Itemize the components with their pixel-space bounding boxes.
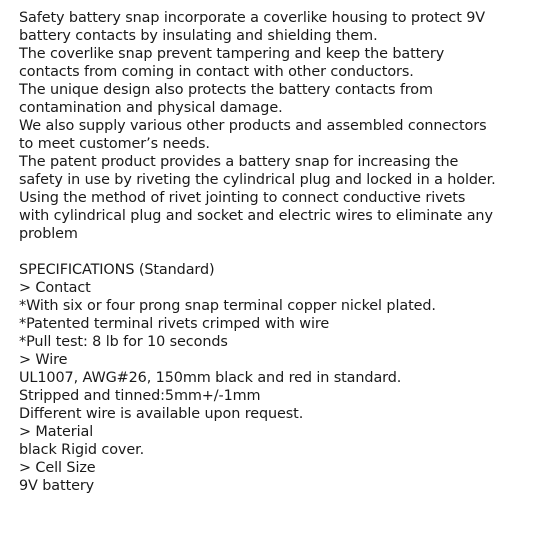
description-line: We also supply various other products and assembled connectors bbox=[19, 118, 487, 134]
description-line: Safety battery snap incorporate a coverlike housing to protect 9V bbox=[19, 10, 486, 26]
description-line: contamination and physical damage. bbox=[19, 100, 283, 116]
description-line: to meet customer’s needs. bbox=[19, 136, 210, 152]
description-line: contacts from coming in contact with other conductors. bbox=[19, 64, 414, 80]
wire-spec-line: UL1007, AWG#26, 150mm black and red in standard. bbox=[19, 370, 402, 386]
description-line: The unique design also protects the battery contacts from bbox=[19, 82, 433, 98]
cell-size-spec-line: 9V battery bbox=[19, 478, 95, 494]
contact-spec-line: *Pull test: 8 lb for 10 seconds bbox=[19, 334, 228, 350]
specifications-block bbox=[19, 261, 531, 495]
contact-spec-line: *Patented terminal rivets crimped with wire bbox=[19, 316, 330, 332]
material-section-label: > Material bbox=[19, 424, 94, 440]
description-block bbox=[19, 9, 531, 243]
material-spec-line: black Rigid cover. bbox=[19, 442, 145, 458]
contact-section-label: > Contact bbox=[19, 280, 91, 296]
paragraph-spacer bbox=[19, 243, 531, 261]
description-line: The coverlike snap prevent tampering and keep the battery bbox=[19, 46, 445, 62]
description-line: The patent product provides a battery snap for increasing the bbox=[19, 154, 459, 170]
description-line: safety in use by riveting the cylindrical plug and locked in a holder. bbox=[19, 172, 496, 188]
product-document bbox=[19, 9, 531, 495]
wire-spec-line: Stripped and tinned:5mm+/-1mm bbox=[19, 388, 261, 404]
wire-section-label: > Wire bbox=[19, 352, 68, 368]
description-line: with cylindrical plug and socket and electric wires to eliminate any bbox=[19, 208, 493, 224]
contact-spec-line: *With six or four prong snap terminal copper nickel plated. bbox=[19, 298, 436, 314]
wire-spec-line: Different wire is available upon request. bbox=[19, 406, 304, 422]
cell-size-section-label: > Cell Size bbox=[19, 460, 96, 476]
specifications-heading: SPECIFICATIONS (Standard) bbox=[19, 262, 215, 278]
description-line: battery contacts by insulating and shielding them. bbox=[19, 28, 378, 44]
description-line: Using the method of rivet jointing to connect conductive rivets bbox=[19, 190, 466, 206]
description-line: problem bbox=[19, 226, 78, 242]
